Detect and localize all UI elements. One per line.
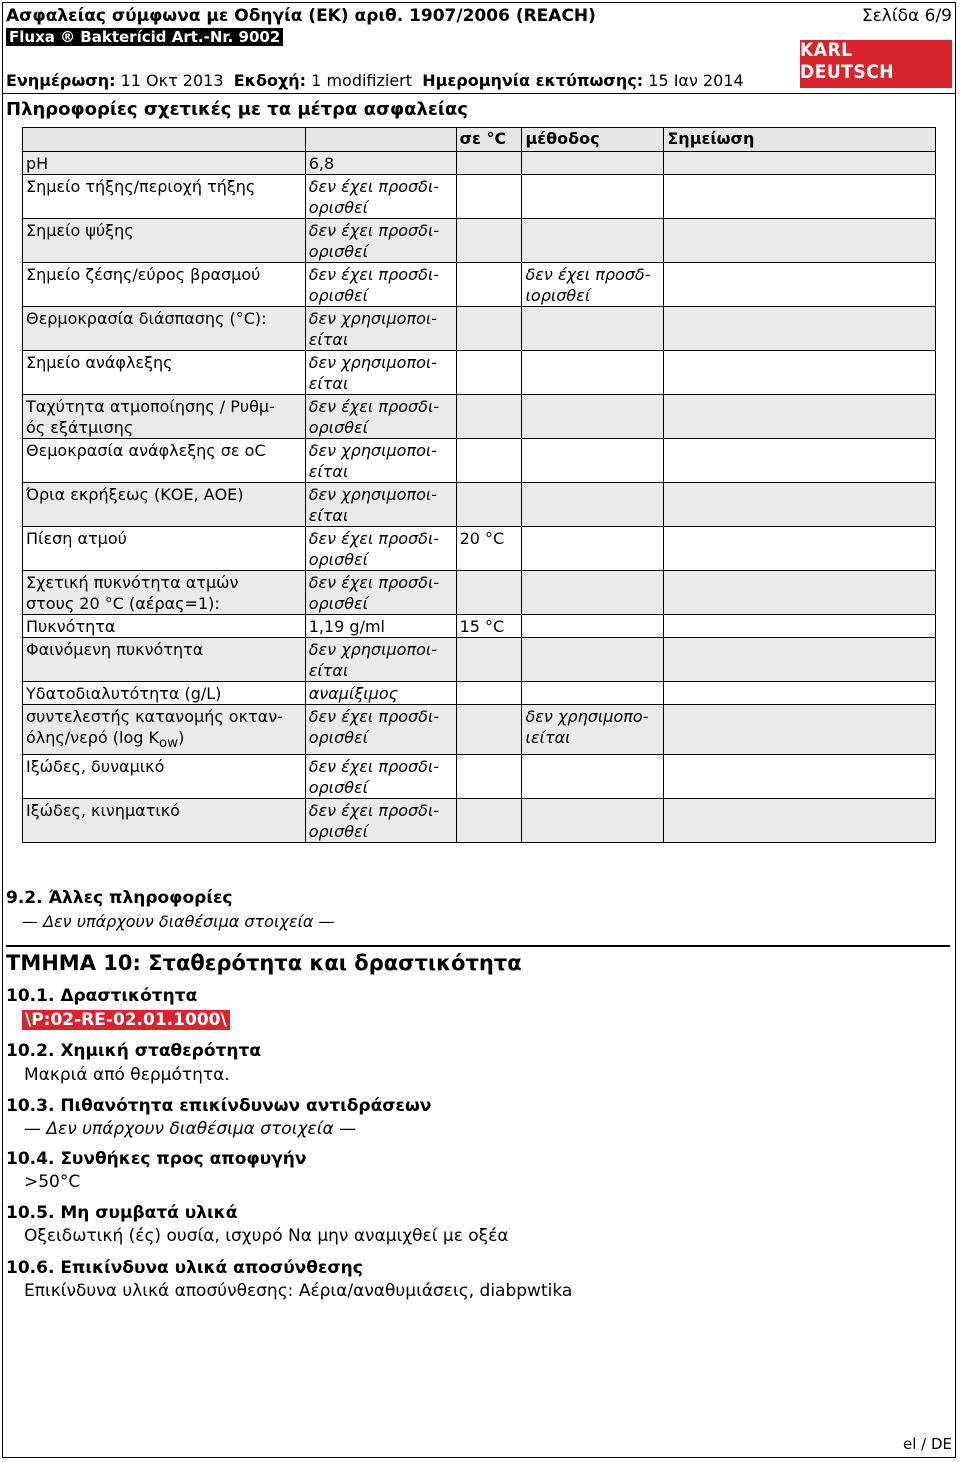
note-value	[664, 571, 936, 615]
property-value: δεν έχει προσδι- ορισθεί	[305, 571, 456, 615]
property-value: δεν χρησιμοποι- είται	[305, 638, 456, 682]
table-row	[23, 307, 936, 351]
method-value: δεν έχει προσδ- ιορισθεί	[522, 263, 664, 307]
note-value	[664, 527, 936, 571]
section-10-title: ΤΜΗΜΑ 10: Σταθερότητα και δραστικότητα	[6, 945, 950, 975]
property-name: pH	[23, 152, 306, 175]
note-value	[664, 682, 936, 705]
temperature-value	[456, 638, 522, 682]
table-row	[23, 705, 936, 755]
subsection-9-2-title: 9.2. Άλλες πληροφορίες	[6, 888, 233, 908]
property-subscript: ow	[159, 736, 179, 752]
method-value	[522, 682, 664, 705]
subsection-10-3-title: 10.3. Πιθανότητα επικίνδυνων αντιδράσεων	[6, 1096, 432, 1116]
property-value: 6,8	[305, 152, 456, 175]
note-value	[664, 615, 936, 638]
property-name-text: συντελεστής κατανομής οκταν- όλης/νερό (log K	[26, 707, 283, 747]
method-value	[522, 571, 664, 615]
section-title: Πληροφορίες σχετικές με τα μέτρα ασφαλείας	[6, 99, 468, 120]
temperature-value	[456, 395, 522, 439]
method-value	[522, 638, 664, 682]
property-name: Πίεση ατμού	[23, 527, 306, 571]
property-name: Όρια εκρήξεως (ΚΟΕ, ΑΟΕ)	[23, 483, 306, 527]
table-row	[23, 351, 936, 395]
subsection-10-2-title: 10.2. Χημική σταθερότητα	[6, 1041, 261, 1061]
subsection-10-1-title: 10.1. Δραστικότητα	[6, 986, 198, 1006]
note-value	[664, 705, 936, 755]
temperature-value: 15 °C	[456, 615, 522, 638]
temperature-value	[456, 175, 522, 219]
table-row	[23, 483, 936, 527]
table-row	[23, 439, 936, 483]
property-value: δεν έχει προσδι- ορισθεί	[305, 527, 456, 571]
temperature-value	[456, 263, 522, 307]
temperature-value	[456, 682, 522, 705]
language-footer: el / DE	[902, 1435, 952, 1453]
temperature-value	[456, 755, 522, 799]
note-value	[664, 307, 936, 351]
method-value	[522, 615, 664, 638]
header-value	[305, 128, 456, 152]
property-value: δεν έχει προσδι- ορισθεί	[305, 263, 456, 307]
property-value: δεν έχει προσδι- ορισθεί	[305, 755, 456, 799]
table-row	[23, 395, 936, 439]
property-value: δεν χρησιμοποι- είται	[305, 307, 456, 351]
table-row	[23, 263, 936, 307]
subsection-10-6-title: 10.6. Επικίνδυνα υλικά αποσύνθεσης	[6, 1258, 363, 1278]
temperature-value	[456, 219, 522, 263]
temperature-value	[456, 483, 522, 527]
property-name: Ιξώδες, δυναμικό	[23, 755, 306, 799]
product-name: Fluxa ® Bakterícid Art.-Nr. 9002	[6, 28, 283, 46]
method-value	[522, 152, 664, 175]
temperature-value	[456, 571, 522, 615]
method-value	[522, 351, 664, 395]
property-name: Σημείο ζέσης/εύρος βρασμού	[23, 263, 306, 307]
table-row	[23, 152, 936, 175]
temperature-value	[456, 307, 522, 351]
table-row	[23, 638, 936, 682]
property-value: δεν χρησιμοποι- είται	[305, 483, 456, 527]
table-header-row	[23, 128, 936, 152]
note-value	[664, 152, 936, 175]
print-value: 15 Ιαν 2014	[648, 71, 744, 90]
method-value	[522, 307, 664, 351]
subsection-10-3-text: — Δεν υπάρχουν διαθέσιμα στοιχεία —	[24, 1119, 357, 1139]
note-value	[664, 219, 936, 263]
subsection-10-4-title: 10.4. Συνθήκες προς αποφυγήν	[6, 1149, 307, 1169]
temperature-value	[456, 152, 522, 175]
temperature-value	[456, 799, 522, 843]
property-name	[23, 705, 306, 755]
properties-table	[22, 127, 936, 843]
version-label: Εκδοχή:	[233, 71, 307, 90]
property-name: Ιξώδες, κινηματικό	[23, 799, 306, 843]
method-value	[522, 799, 664, 843]
property-name: Πυκνότητα	[23, 615, 306, 638]
subsection-10-5-title: 10.5. Μη συμβατά υλικά	[6, 1203, 238, 1223]
property-value: δεν έχει προσδι- ορισθεί	[305, 219, 456, 263]
subsection-10-2-text: Μακριά από θερμότητα.	[24, 1065, 230, 1085]
property-name: Θερμοκρασία διάσπασης (°C):	[23, 307, 306, 351]
note-value	[664, 483, 936, 527]
property-value: 1,19 g/ml	[305, 615, 456, 638]
table-row	[23, 571, 936, 615]
property-value: δεν έχει προσδι- ορισθεί	[305, 175, 456, 219]
header-divider	[2, 93, 956, 94]
table-row	[23, 799, 936, 843]
property-name: Φαινόμενη πυκνότητα	[23, 638, 306, 682]
property-name: Σημείο τήξης/περιοχή τήξης	[23, 175, 306, 219]
reference-code-badge: \P:02-RE-02.01.1000\	[22, 1010, 230, 1030]
method-value: δεν χρησιμοπο- ιείται	[522, 705, 664, 755]
property-name: Σημείο ανάφλεξης	[23, 351, 306, 395]
header-note: Σημείωση	[664, 128, 936, 152]
temperature-value	[456, 439, 522, 483]
header-temp: σε °C	[456, 128, 522, 152]
property-name: Ταχύτητα ατμοποίησης / Ρυθμ- ός εξάτμισης	[23, 395, 306, 439]
company-logo: KARL DEUTSCH	[800, 40, 952, 88]
header-property	[23, 128, 306, 152]
property-name: Σχετική πυκνότητα ατμών στους 20 °C (αέρας=1):	[23, 571, 306, 615]
note-value	[664, 755, 936, 799]
table-row	[23, 682, 936, 705]
table-row	[23, 527, 936, 571]
subsection-10-4-text: >50°C	[24, 1172, 81, 1192]
note-value	[664, 638, 936, 682]
document-title: Ασφαλείας σύμφωνα με Οδηγία (ΕΚ) αριθ. 1907/2006 (REACH)	[6, 6, 596, 26]
note-value	[664, 395, 936, 439]
table-row	[23, 175, 936, 219]
property-value: δεν έχει προσδι- ορισθεί	[305, 799, 456, 843]
method-value	[522, 527, 664, 571]
page-number: Σελίδα 6/9	[861, 6, 952, 26]
note-value	[664, 351, 936, 395]
method-value	[522, 395, 664, 439]
table-row	[23, 219, 936, 263]
note-value	[664, 263, 936, 307]
method-value	[522, 439, 664, 483]
method-value	[522, 219, 664, 263]
subsection-9-2-text: — Δεν υπάρχουν διαθέσιμα στοιχεία —	[22, 912, 335, 931]
table-row	[23, 755, 936, 799]
temperature-value: 20 °C	[456, 527, 522, 571]
print-label: Ημερομηνία εκτύπωσης:	[422, 71, 644, 90]
note-value	[664, 175, 936, 219]
property-name: Θεμοκρασία ανάφλεξης σε oC	[23, 439, 306, 483]
method-value	[522, 483, 664, 527]
property-value: δεν χρησιμοποι- είται	[305, 439, 456, 483]
property-name-tail: )	[178, 728, 185, 747]
update-label: Ενημέρωση:	[6, 71, 116, 90]
header-method: μέθοδος	[522, 128, 664, 152]
property-value: δεν έχει προσδι- ορισθεί	[305, 705, 456, 755]
temperature-value	[456, 705, 522, 755]
note-value	[664, 439, 936, 483]
property-value: δεν έχει προσδι- ορισθεί	[305, 395, 456, 439]
method-value	[522, 175, 664, 219]
table-row	[23, 615, 936, 638]
note-value	[664, 799, 936, 843]
method-value	[522, 755, 664, 799]
temperature-value	[456, 351, 522, 395]
property-name: Σημείο ψύξης	[23, 219, 306, 263]
document-meta	[6, 71, 744, 90]
subsection-10-5-text: Οξειδωτική (ές) ουσία, ισχυρό Να μην αναμιχθεί με οξέα	[24, 1226, 509, 1246]
property-name: Υδατοδιαλυτότητα (g/L)	[23, 682, 306, 705]
version-value: 1 modifiziert	[311, 71, 413, 90]
subsection-10-6-text: Επικίνδυνα υλικά αποσύνθεσης: Αέρια/αναθυμιάσεις, diabpwtika	[24, 1281, 573, 1301]
update-value: 11 Οκτ 2013	[120, 71, 224, 90]
property-value: αναμίξιμος	[305, 682, 456, 705]
property-value: δεν χρησιμοποι- είται	[305, 351, 456, 395]
